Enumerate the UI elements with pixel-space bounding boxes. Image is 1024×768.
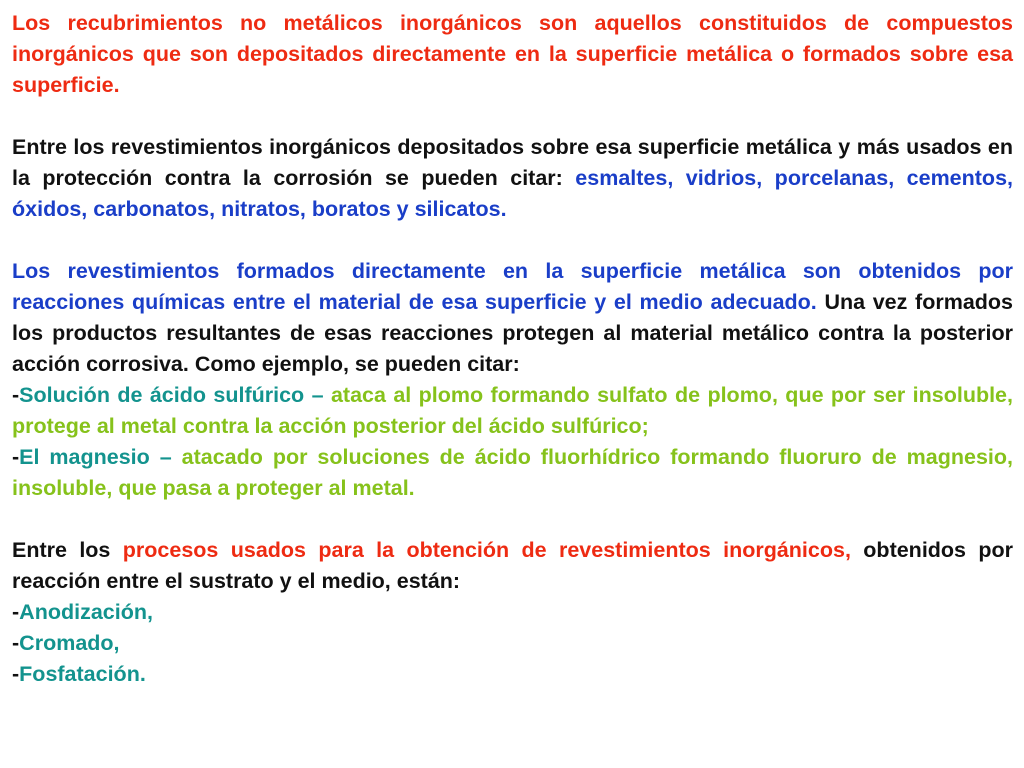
process-item xyxy=(12,597,1013,628)
process-label: Anodización, xyxy=(19,600,153,624)
paragraph-formed-coatings xyxy=(12,256,1013,380)
example-term: El magnesio – xyxy=(19,445,172,469)
process-label: Fosfatación. xyxy=(19,662,146,686)
paragraph-spacer xyxy=(12,504,1013,535)
processes-highlight: procesos usados para la obtención de revestimientos inorgánicos, xyxy=(122,538,851,562)
process-item xyxy=(12,659,1013,690)
example-item xyxy=(12,380,1013,442)
example-dash: - xyxy=(12,383,20,407)
process-item xyxy=(12,628,1013,659)
deposited-intro-text: Entre los revestimientos inorgánicos depositados sobre esa superficie metálica y más usados en la protección contra la corrosión se pueden citar: xyxy=(12,135,1013,190)
process-dash: - xyxy=(12,600,20,624)
paragraph-processes xyxy=(12,535,1013,597)
paragraph-deposited-coatings xyxy=(12,132,1013,225)
deposited-materials-list: esmaltes, vidrios, porcelanas, cementos, óxidos, carbonatos, nitratos, boratos y silicatos. xyxy=(12,166,1013,221)
process-label: Cromado, xyxy=(19,631,120,655)
process-dash: - xyxy=(12,631,20,655)
process-dash: - xyxy=(12,662,20,686)
formed-coatings-lead: Los revestimientos formados directamente en la superficie metálica son obtenidos por reacciones químicas entre el material de esa superficie y el medio adecuado. xyxy=(12,259,1013,314)
definition-text: Los recubrimientos no metálicos inorgánicos son aquellos constituidos de compuestos inorgánicos que son depositados directamente en la superficie metálica o formados sobre esa superficie. xyxy=(12,11,1013,97)
example-description: ataca al plomo formando sulfato de plomo, que por ser insoluble, protege al metal contra la acción posterior del ácido sulfúrico; xyxy=(12,383,1013,438)
example-dash: - xyxy=(12,445,20,469)
slide-body xyxy=(12,8,1013,690)
paragraph-definition xyxy=(12,8,1013,101)
processes-intro-start: Entre los xyxy=(12,538,123,562)
paragraph-spacer xyxy=(12,101,1013,132)
formed-coatings-rest: Una vez formados los productos resultantes de esas reacciones protegen al material metálico contra la posterior acción corrosiva. Como ejemplo, se pueden citar: xyxy=(12,290,1013,376)
example-description: atacado por soluciones de ácido fluorhídrico formando fluoruro de magnesio, insoluble, que pasa a proteger al metal. xyxy=(12,445,1013,500)
example-item xyxy=(12,442,1013,504)
paragraph-spacer xyxy=(12,225,1013,256)
example-term: Solución de ácido sulfúrico – xyxy=(19,383,324,407)
processes-intro-end: obtenidos por reacción entre el sustrato y el medio, están: xyxy=(12,538,1014,593)
